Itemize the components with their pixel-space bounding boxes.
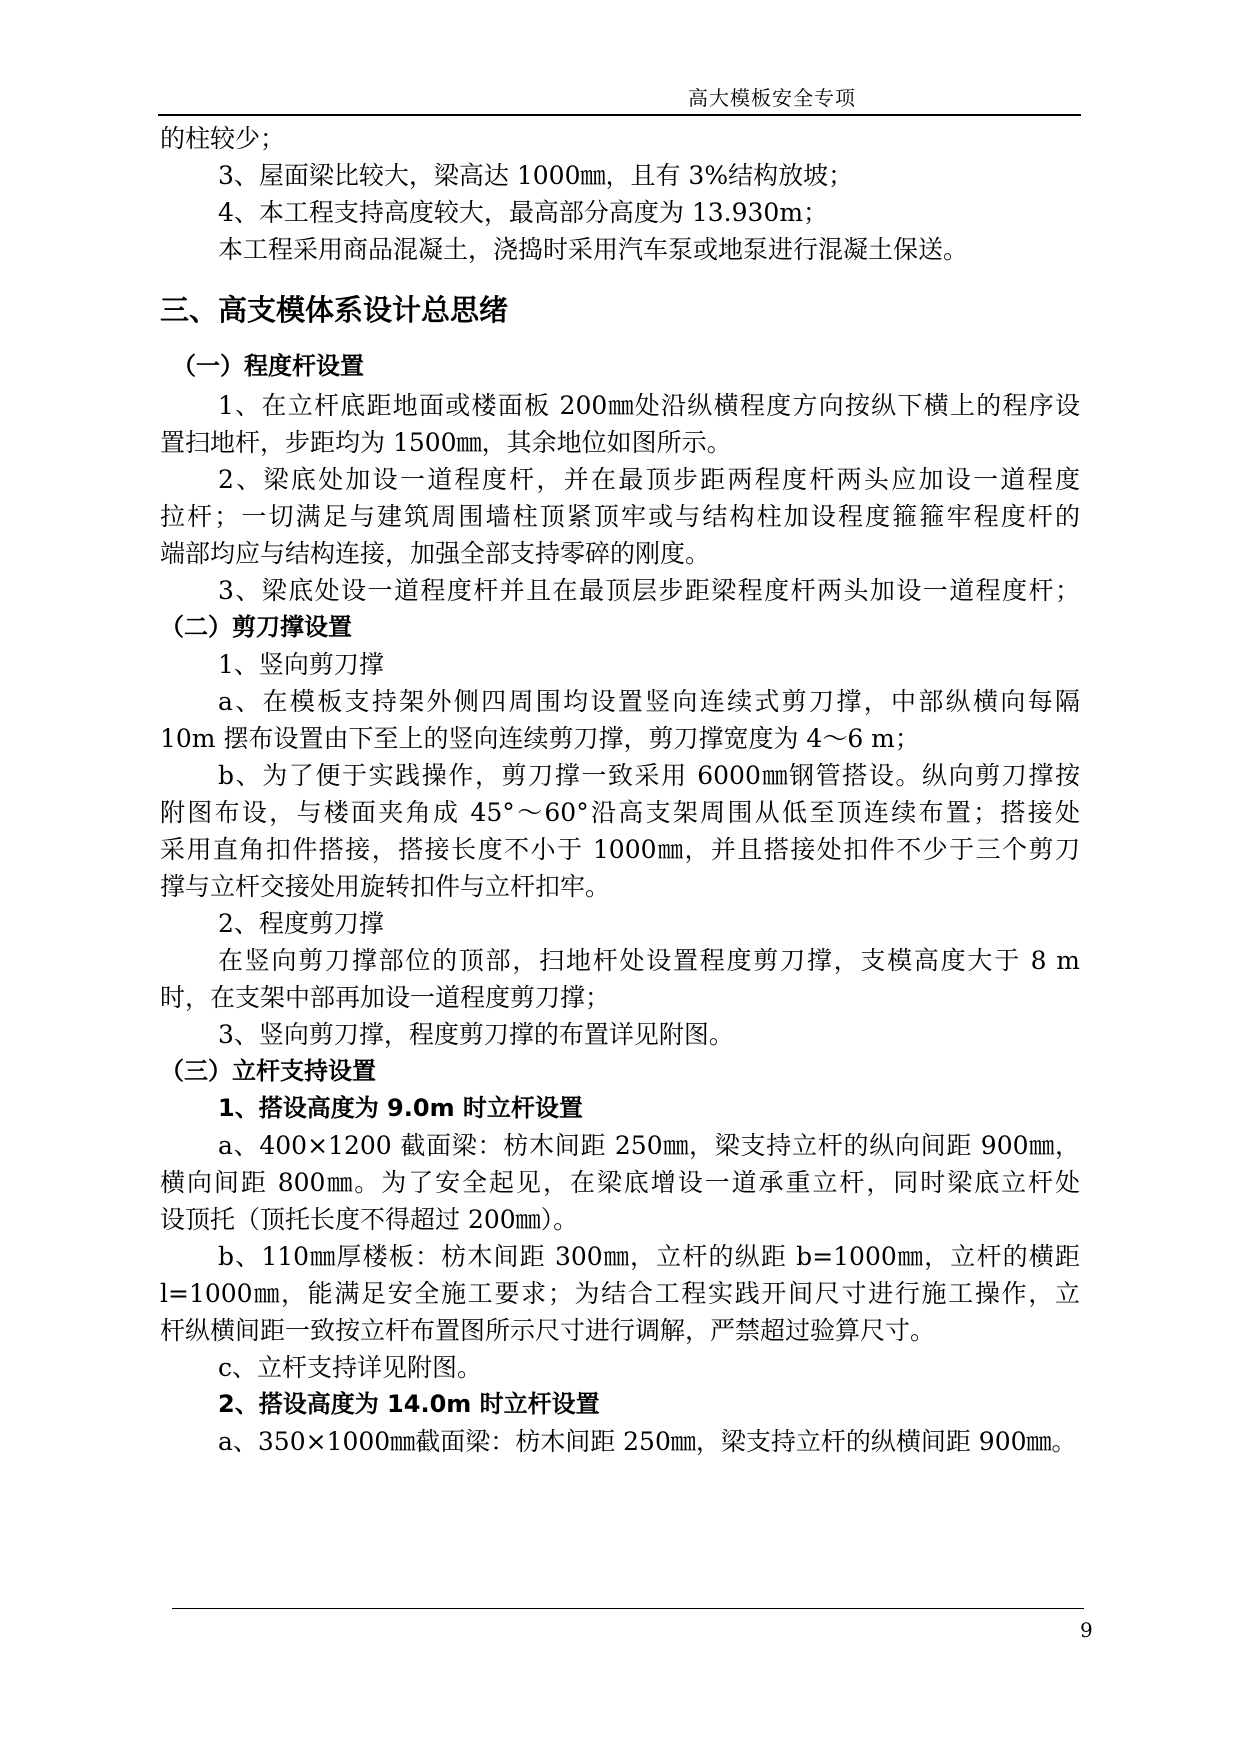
paragraph-line: 本工程采用商品混凝土，浇捣时采用汽车泵或地泵进行混凝土保送。 [218,235,969,264]
paragraph-line: l=1000㎜，能满足安全施工要求；为结合工程实践开间尺寸进行施工操作，立 [160,1279,1080,1308]
paragraph-line: a、350×1000㎜截面梁：枋木间距 250㎜，梁支持立杆的纵横间距 900㎜。 [218,1427,1077,1456]
running-header: 高大模板安全专项 [688,86,856,110]
paragraph-line: 4、本工程支持高度较大，最高部分高度为 13.930m； [218,198,829,227]
item-heading: 2、搭设高度为 14.0m 时立杆设置 [218,1390,600,1418]
page-number: 9 [1080,1618,1093,1642]
paragraph-line: 10m 摆布设置由下至上的竖向连续剪刀撑，剪刀撑宽度为 4～6 m； [160,724,920,753]
paragraph-line: a、400×1200 截面梁：枋木间距 250㎜，梁支持立杆的纵向间距 900㎜， [218,1131,1080,1160]
paragraph-line: a、在模板支持架外侧四周围均设置竖向连续式剪刀撑，中部纵横向每隔 [218,687,1080,716]
paragraph-line: 1、竖向剪刀撑 [218,650,384,679]
paragraph-line: 端部均应与结构连接，加强全部支持零碎的刚度。 [160,539,711,568]
document-body [160,120,1080,1460]
paragraph-line: 3、屋面梁比较大，梁高达 1000㎜，且有 3%结构放坡； [218,161,854,190]
subsection-heading: （一）程度杆设置 [172,352,364,380]
paragraph-line: 2、程度剪刀撑 [218,909,384,938]
section-heading: 三、高支模体系设计总思绪 [160,293,509,327]
item-heading: 1、搭设高度为 9.0m 时立杆设置 [218,1094,583,1122]
paragraph-line: 拉杆；一切满足与建筑周围墙柱顶紧顶牢或与结构柱加设程度箍箍牢程度杆的 [160,502,1080,531]
paragraph-line: 采用直角扣件搭接，搭接长度不小于 1000㎜，并且搭接处扣件不少于三个剪刀 [160,835,1080,864]
paragraph-line: 在竖向剪刀撑部位的顶部，扫地杆处设置程度剪刀撑，支模高度大于 8 m [218,946,1080,975]
header-rule [158,114,1081,116]
paragraph-line: 的柱较少； [160,124,286,153]
paragraph-line: b、110㎜厚楼板：枋木间距 300㎜，立杆的纵距 b=1000㎜，立杆的横距 [218,1242,1080,1271]
paragraph-line: 附图布设，与楼面夹角成 45°～60°沿高支架周围从低至顶连续布置；搭接处 [160,798,1080,827]
paragraph-line: 杆纵横间距一致按立杆布置图所示尺寸进行调解，严禁超过验算尺寸。 [160,1316,936,1345]
paragraph-line: 撑与立杆交接处用旋转扣件与立杆扣牢。 [160,872,611,901]
paragraph-line: 横向间距 800㎜。为了安全起见，在梁底增设一道承重立杆，同时梁底立杆处 [160,1168,1080,1197]
paragraph-line: 时，在支架中部再加设一道程度剪刀撑； [160,983,611,1012]
paragraph-line: 2、梁底处加设一道程度杆，并在最顶步距两程度杆两头应加设一道程度 [218,465,1080,494]
paragraph-line: 设顶托（顶托长度不得超过 200㎜）。 [160,1205,579,1234]
paragraph-line: c、立杆支持详见附图。 [218,1353,483,1382]
subsection-heading: （三）立杆支持设置 [160,1057,376,1085]
footer-rule [172,1608,1084,1609]
paragraph-line: 置扫地杆，步距均为 1500㎜，其余地位如图所示。 [160,428,732,457]
paragraph-line: 3、梁底处设一道程度杆并且在最顶层步距梁程度杆两头加设一道程度杆； [218,576,1080,605]
paragraph-line: b、为了便于实践操作，剪刀撑一致采用 6000㎜钢管搭设。纵向剪刀撑按 [218,761,1080,790]
subsection-heading: （二）剪刀撑设置 [160,613,352,641]
paragraph-line: 3、竖向剪刀撑，程度剪刀撑的布置详见附图。 [218,1020,734,1049]
paragraph-line: 1、在立杆底距地面或楼面板 200㎜处沿纵横程度方向按纵下横上的程序设 [218,391,1080,420]
